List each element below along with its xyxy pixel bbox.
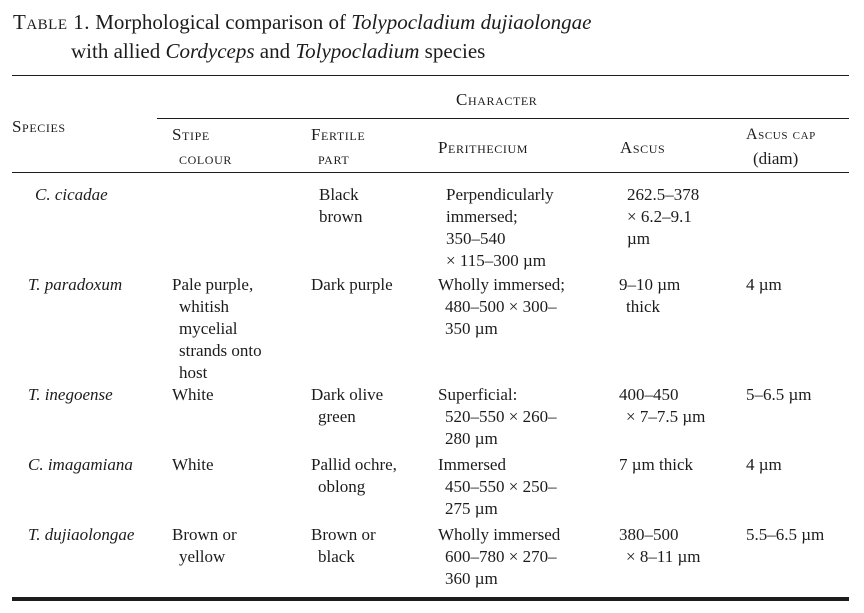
header-fertile-line2: part (318, 149, 350, 168)
header-ascus-cap-line2: (diam) (753, 149, 799, 168)
cell-fertile (311, 274, 393, 296)
cell-line: 9–10 µm (619, 275, 681, 294)
header-ascus-cap-line1: Ascus cap (746, 126, 816, 143)
cell-line: oblong (318, 477, 366, 496)
header-stipe-line2: colour (179, 149, 232, 168)
cell-fertile (319, 184, 362, 228)
cell-line: whitish (179, 297, 230, 316)
species-name: T. dujiaolongae (28, 525, 135, 544)
header-perithecium: Perithecium (438, 138, 529, 157)
cell-line: 360 µm (445, 569, 498, 588)
cell-fertile (311, 454, 397, 498)
header-fertile (311, 123, 365, 171)
cell-stipe (172, 454, 214, 476)
species-name: T. paradoxum (28, 275, 123, 294)
header-rule (12, 172, 849, 173)
cell-line: Black (319, 185, 359, 204)
top-rule (12, 75, 849, 76)
cell-line: Wholly immersed; (438, 275, 566, 294)
cell-cap (746, 454, 782, 476)
cell-line: Brown or (311, 525, 376, 544)
cell-fertile (311, 384, 383, 428)
cell-perithecium (438, 454, 557, 520)
cell-line: 350 µm (445, 319, 498, 338)
cell-ascus (619, 274, 680, 318)
cell-line: Dark olive (311, 385, 384, 404)
header-character: Character (456, 90, 538, 109)
cell-perithecium (438, 524, 560, 590)
cell-line: µm (627, 229, 651, 248)
cell-cap (746, 524, 824, 546)
cell-line: Pale purple, (172, 275, 254, 294)
character-rule (157, 118, 849, 119)
cell-line: 480–500 × 300– (445, 297, 557, 316)
species-name: T. inegoense (28, 385, 113, 404)
cell-line: 350–540 (446, 229, 506, 248)
cell-line: black (318, 547, 355, 566)
cell-line: yellow (179, 547, 226, 566)
title-text-2: with allied (71, 39, 166, 63)
cell-line: 275 µm (445, 499, 498, 518)
cell-line: 280 µm (445, 429, 498, 448)
cell-line: 450–550 × 250– (445, 477, 557, 496)
cell-cap (746, 384, 812, 406)
cell-line: × 6.2–9.1 (627, 207, 692, 226)
title-text-4: species (419, 39, 486, 63)
cell-line: Dark purple (311, 275, 393, 294)
cell-line: 400–450 (619, 385, 679, 404)
header-fertile-line1: Fertile (311, 125, 366, 144)
table-title (13, 8, 853, 66)
cell-line: immersed; (446, 207, 518, 226)
title-text-1: Morphological comparison of (95, 10, 352, 34)
table-label: Table 1. (13, 10, 90, 34)
cell-line: × 7–7.5 µm (626, 407, 706, 426)
cell-species (28, 524, 134, 546)
cell-line: Brown or (172, 525, 237, 544)
cell-line: thick (626, 297, 660, 316)
cell-perithecium (438, 274, 565, 340)
species-name: C. cicadae (35, 185, 108, 204)
cell-line: green (318, 407, 356, 426)
cell-line: Wholly immersed (438, 525, 561, 544)
cell-line: 4 µm (746, 275, 782, 294)
cell-line: 262.5–378 (627, 185, 700, 204)
cell-line: 7 µm thick (619, 455, 694, 474)
cell-stipe (172, 524, 237, 568)
cell-perithecium (446, 184, 554, 272)
species-name: C. imagamiana (28, 455, 133, 474)
title-italic-2: Cordyceps (165, 39, 255, 63)
cell-ascus (619, 384, 705, 428)
cell-ascus (619, 524, 700, 568)
cell-perithecium (438, 384, 557, 450)
cell-ascus (619, 454, 693, 476)
cell-stipe (172, 274, 262, 384)
cell-cap (746, 274, 782, 296)
cell-line: × 8–11 µm (626, 547, 701, 566)
header-stipe (172, 123, 232, 171)
cell-line: Perpendicularly (446, 185, 554, 204)
header-stipe-line1: Stipe (172, 125, 210, 144)
header-species: Species (12, 117, 66, 136)
cell-line: mycelial (179, 319, 238, 338)
cell-line: White (172, 385, 214, 404)
cell-line: 380–500 (619, 525, 679, 544)
cell-species (35, 184, 108, 206)
cell-line: Immersed (438, 455, 506, 474)
cell-line: White (172, 455, 214, 474)
header-ascus: Ascus (620, 138, 666, 157)
bottom-rule (12, 597, 849, 601)
cell-stipe (172, 384, 214, 406)
header-ascus-cap (746, 123, 816, 171)
cell-line: 4 µm (746, 455, 782, 474)
cell-species (28, 454, 133, 476)
cell-ascus (627, 184, 699, 250)
title-italic-3: Tolypocladium (295, 39, 420, 63)
cell-line: Superficial: (438, 385, 518, 404)
cell-line: 600–780 × 270– (445, 547, 557, 566)
cell-line: brown (319, 207, 363, 226)
cell-line: strands onto (179, 341, 262, 360)
cell-line: × 115–300 µm (446, 251, 546, 270)
title-line-2 (13, 37, 853, 66)
cell-fertile (311, 524, 376, 568)
title-text-3: and (254, 39, 296, 63)
cell-species (28, 384, 113, 406)
cell-line: 5–6.5 µm (746, 385, 812, 404)
cell-line: Pallid ochre, (311, 455, 397, 474)
cell-line: 520–550 × 260– (445, 407, 557, 426)
cell-line: 5.5–6.5 µm (746, 525, 825, 544)
title-italic-1: Tolypocladium dujiaolongae (351, 10, 592, 34)
cell-species (28, 274, 122, 296)
cell-line: host (179, 363, 208, 382)
